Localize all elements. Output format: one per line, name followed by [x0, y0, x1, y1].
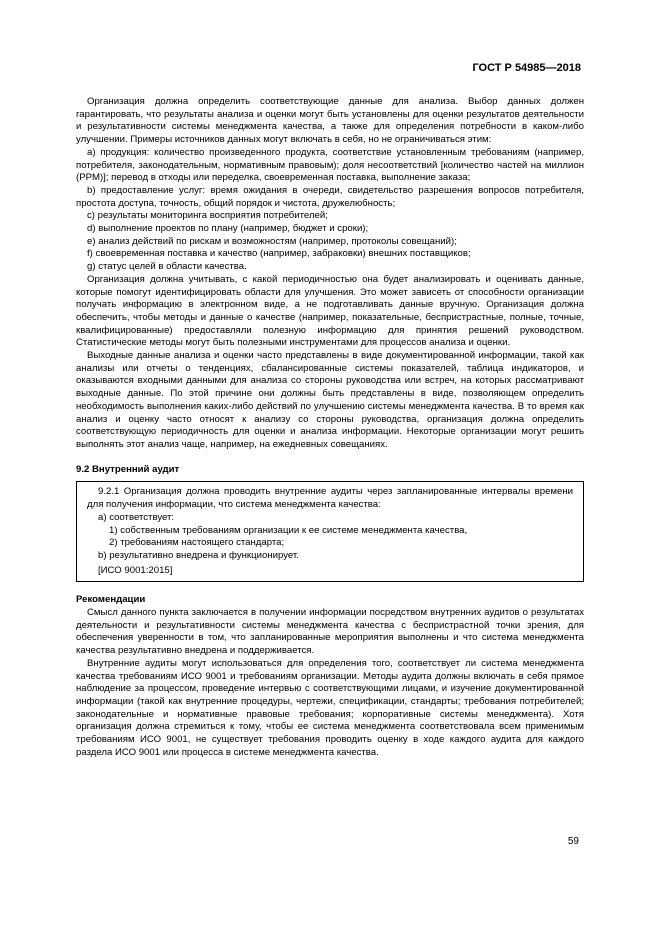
standard-header: ГОСТ Р 54985—2018 — [472, 62, 581, 74]
box-reference: [ИСО 9001:2015] — [98, 564, 173, 576]
paragraph: Внутренние аудиты могут использоваться для определения того, соответствует ли система менеджмента качества требованиям ИСО 9001 и требованиям организации. Методы аудита должны включать в себя прямое наблюдение за процессом, проведение интервью с соответствующими лицами, и изучение документированной информации (такой как внутренние процедуры, чертежи, спецификации, стандарты; требования потребителей; законодательные и нормативные правовые требования; корпоративные системы менеджмента). Хотя организация должна стремиться к тому, чтобы ее система менеджмента соответствовала всем применимым требованиям ИСО 9001, не существует требования проводить оценку в ходе каждого аудита для каждого раздела ИСО 9001 или процесса в системе менеджмента качества. — [76, 657, 584, 758]
section-heading: 9.2 Внутренний аудит — [76, 463, 180, 475]
list-item: f) своевременная поставка и качество (например, забраковки) внешних поставщиков; — [87, 248, 471, 260]
recommendations-heading: Рекомендации — [76, 594, 146, 606]
list-item: а) продукция: количество произведенного продукта, соответствие установленным требованиям (например, потребителя, законодательным, нормативным правовым); доля несоответствий [количество частей на миллион (PPM)]; перевод в отходы или переделка, своевременная поставка, выполнение заказа; — [76, 146, 584, 184]
box-list-item: b) результативно внедрена и функционирует. — [98, 549, 299, 561]
list-item: b) предоставление услуг: время ожидания в очереди, свидетельство разрешения вопросов потребителя, простота доступа, точность, общий порядок и чистота, дружелюбность; — [76, 184, 584, 209]
page-content — [76, 96, 584, 759]
box-list-item: 1) собственным требованиям организации к ее системе менеджмента качества, — [109, 524, 468, 536]
box-paragraph: 9.2.1 Организация должна проводить внутренние аудиты через запланированные интервалы времени для получения информации, что система менеджмента качества: — [87, 486, 573, 511]
paragraph: Организация должна учитывать, с какой периодичностью она будет анализировать и оценивать данные, которые помогут идентифицировать области для улучшения. Это может зависеть от способности организации получать информацию в электронном виде, а не подготавливать данные вручную. Организация должна обеспечить, чтобы методы и данные о качестве (например, показательные, беспристрастные, полные, точные, квалифицированные) предоставляли полезную информацию для принятия решений руководством. Статистические методы могут быть полезными инструментами для процессов анализа и оценки. — [76, 273, 584, 349]
iso-requirement-box — [76, 481, 584, 582]
box-list-item: a) соответствует: — [98, 511, 175, 523]
box-list-item: 2) требованиям настоящего стандарта; — [109, 537, 285, 549]
list-item: e) анализ действий по рискам и возможностям (например, протоколы совещаний); — [87, 235, 457, 247]
paragraph: Организация должна определить соответствующие данные для анализа. Выбор данных должен гарантировать, что результаты анализа и оценки могут быть установлены для оценки результатов деятельности и результативности системы менеджмента качества, а также для определения потребности в каком-либо улучшении. Примеры источников данных могут включать в себя, но не ограничиваться этим: — [76, 96, 584, 146]
list-item: g) статус целей в области качества. — [87, 261, 247, 273]
list-item: c) результаты мониторинга восприятия потребителей; — [87, 210, 328, 222]
paragraph: Выходные данные анализа и оценки часто представлены в виде документированной информации, такой как анализы или отчеты о тенденциях, сбалансированные системы показателей, таблица индикаторов, и оказываются входными данными для анализа со стороны руководства или встреч, на которых рассматривают выходные данные. По этой причине они должны быть представлены в виде, позволяющем определить необходимость выполнения каких-либо действий по улучшению системы менеджмента качества. В то время как анализ и оценку часто относят к анализу со стороны руководства, организация должна определить соответствующую периодичность для оценки и анализа информации. Некоторые организации могут решить выполнять этот анализ чаще, например, на ежедневных совещаниях. — [76, 350, 584, 450]
page-number: 59 — [567, 836, 579, 847]
paragraph: Смысл данного пункта заключается в получении информации посредством внутренних аудитов о результатах деятельности и результативности системы менеджмента качества с беспристрастной точки зрения, для обеспечения уверенности в том, что запланированные мероприятия выполнены и что система менеджмента качества результативно внедрена и поддерживается. — [76, 607, 584, 657]
list-item: d) выполнение проектов по плану (например, бюджет и сроки); — [87, 223, 369, 235]
